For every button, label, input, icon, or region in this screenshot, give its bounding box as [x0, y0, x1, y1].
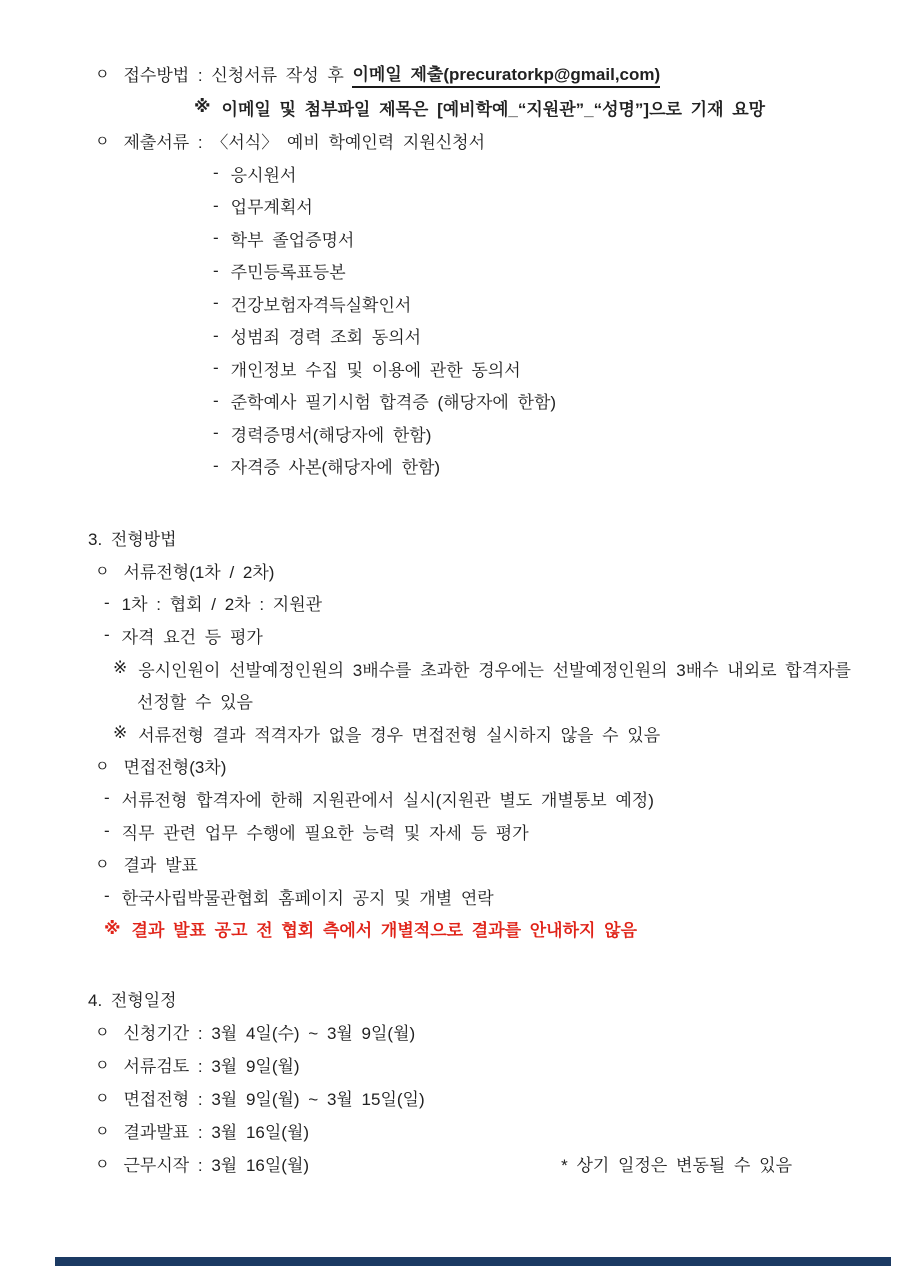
selection-line-text: 한국사립박물관협회 홈페이지 공지 및 개별 연락	[121, 888, 494, 908]
section3-heading-text: 3. 전형방법	[88, 529, 177, 549]
circle-bullet: ㅇ	[95, 66, 110, 83]
dash-bullet: -	[213, 163, 219, 183]
selection-line-text: 1차 : 협회 / 2차 : 지원관	[121, 595, 323, 615]
document-list-item-9	[0, 417, 900, 450]
selection-line-text: 서류전형(1차 / 2차)	[123, 562, 275, 582]
document-list-item-8	[0, 385, 900, 418]
schedule-item-4	[0, 1114, 900, 1147]
document-item-text: 자격증 사본(해당자에 한함)	[230, 458, 441, 478]
dash-bullet: -	[104, 821, 110, 841]
selection-line-text: 면접전형(3차)	[123, 758, 227, 778]
schedule-item-text: 결과발표 : 3월 16일(월)	[123, 1123, 310, 1143]
submit-documents-line	[0, 124, 900, 157]
section4-heading-text: 4. 전형일정	[88, 990, 177, 1010]
schedule-item-text: 근무시작 : 3월 16일(월)	[123, 1156, 310, 1176]
selection-line-text: 서류전형 합격자에 한해 지원관에서 실시(지원관 별도 개별통보 예정)	[121, 790, 654, 810]
schedule-item-2	[0, 1048, 900, 1081]
document-item-text: 건강보험자격득실확인서	[230, 295, 412, 315]
document-item-text: 경력증명서(해당자에 한함)	[230, 425, 432, 445]
dash-bullet: -	[213, 455, 219, 475]
circle-bullet: ㅇ	[95, 1024, 110, 1042]
schedule-item-3	[0, 1081, 900, 1114]
selection-line-text: 결과 발표	[123, 856, 198, 876]
document-item-text: 개인정보 수집 및 이용에 관한 동의서	[230, 360, 521, 380]
dash-bullet: -	[104, 886, 110, 906]
selection-line-5	[0, 782, 900, 815]
reference-mark-icon: ※	[194, 97, 211, 116]
selection-line-8	[0, 880, 900, 913]
selection-line-4	[0, 750, 900, 783]
document-item-text: 준학예사 필기시험 합격증 (해당자에 한함)	[230, 393, 557, 413]
dash-bullet: -	[213, 195, 219, 215]
section3-heading	[0, 520, 900, 554]
selection-line-text: 자격 요건 등 평가	[121, 627, 263, 647]
selection-note-text: 응시인원이 선발예정인원의 3배수를 초과한 경우에는 선발예정인원의 3배수 내외로 합격자를	[138, 660, 851, 680]
schedule-item-1	[0, 1015, 900, 1048]
selection-note-1-line-2	[0, 684, 900, 717]
circle-bullet: ㅇ	[95, 1090, 110, 1108]
reference-mark-icon: ※	[113, 723, 128, 743]
dash-bullet: -	[104, 625, 110, 645]
document-list-item-6	[0, 320, 900, 353]
dash-bullet: -	[213, 423, 219, 443]
document-list-item-10	[0, 450, 900, 483]
reference-mark-icon: ※	[104, 918, 121, 938]
dash-bullet: -	[104, 788, 110, 808]
reference-mark-icon: ※	[113, 658, 128, 678]
email-submit-emphasis: 이메일 제출(precuratorkp@gmail,com)	[352, 60, 660, 88]
document-list-item-7	[0, 352, 900, 385]
dash-bullet: -	[213, 358, 219, 378]
document-item-text: 성범죄 경력 조회 동의서	[230, 328, 422, 348]
document-item-text: 응시원서	[230, 165, 297, 185]
selection-note-text: 선정할 수 있음	[137, 693, 253, 713]
receipt-method-label: 접수방법 : 신청서류 작성 후	[123, 66, 353, 85]
section-gap	[0, 945, 900, 981]
submit-documents-text: 제출서류 : 〈서식〉 예비 학예인력 지원신청서	[123, 133, 486, 152]
page-bottom-bar	[55, 1257, 891, 1266]
dash-bullet: -	[213, 293, 219, 313]
document-list-item-3	[0, 222, 900, 255]
dash-bullet: -	[213, 228, 219, 248]
schedule-item-5	[0, 1147, 900, 1180]
selection-line-1	[0, 554, 900, 587]
schedule-item-text: 면접전형 : 3월 9일(월) ~ 3월 15일(일)	[123, 1090, 425, 1110]
selection-note-1-line-1	[0, 652, 900, 685]
selection-note-2	[0, 717, 900, 750]
selection-line-3	[0, 619, 900, 652]
document-list-item-2	[0, 190, 900, 223]
circle-bullet: ㅇ	[95, 1057, 110, 1075]
result-warning-text: 결과 발표 공고 전 협회 측에서 개별적으로 결과를 안내하지 않음	[131, 921, 638, 941]
circle-bullet: ㅇ	[95, 133, 110, 150]
section-gap	[0, 482, 900, 520]
dash-bullet: -	[213, 260, 219, 280]
selection-note-text: 서류전형 결과 적격자가 없을 경우 면접전형 실시하지 않을 수 있음	[138, 725, 661, 745]
email-title-note-line	[0, 90, 900, 124]
circle-bullet: ㅇ	[95, 758, 110, 776]
document-item-text: 업무계획서	[230, 198, 313, 218]
schedule-change-note: * 상기 일정은 변동될 수 있음	[561, 1156, 792, 1176]
document-item-text: 학부 졸업증명서	[230, 230, 355, 250]
dash-bullet: -	[104, 592, 110, 612]
document-list-item-1	[0, 157, 900, 190]
circle-bullet: ㅇ	[95, 1123, 110, 1141]
dash-bullet: -	[213, 390, 219, 410]
document-list-item-4	[0, 255, 900, 288]
receipt-method-line	[0, 57, 900, 90]
circle-bullet: ㅇ	[95, 1156, 110, 1174]
circle-bullet: ㅇ	[95, 856, 110, 874]
selection-line-6	[0, 815, 900, 848]
section4-heading	[0, 981, 900, 1015]
selection-line-7	[0, 847, 900, 880]
email-title-note-text: 이메일 및 첨부파일 제목은 [예비학예_“지원관”_“성명”]으로 기재 요망	[221, 99, 766, 119]
schedule-item-text: 서류검토 : 3월 9일(월)	[123, 1057, 300, 1077]
document-item-text: 주민등록표등본	[230, 263, 346, 283]
selection-line-text: 직무 관련 업무 수행에 필요한 능력 및 자세 등 평가	[121, 823, 529, 843]
dash-bullet: -	[213, 325, 219, 345]
schedule-item-text: 신청기간 : 3월 4일(수) ~ 3월 9일(월)	[123, 1024, 416, 1044]
result-warning-note	[0, 913, 900, 946]
selection-line-2	[0, 587, 900, 620]
document-list-item-5	[0, 287, 900, 320]
circle-bullet: ㅇ	[95, 562, 110, 580]
